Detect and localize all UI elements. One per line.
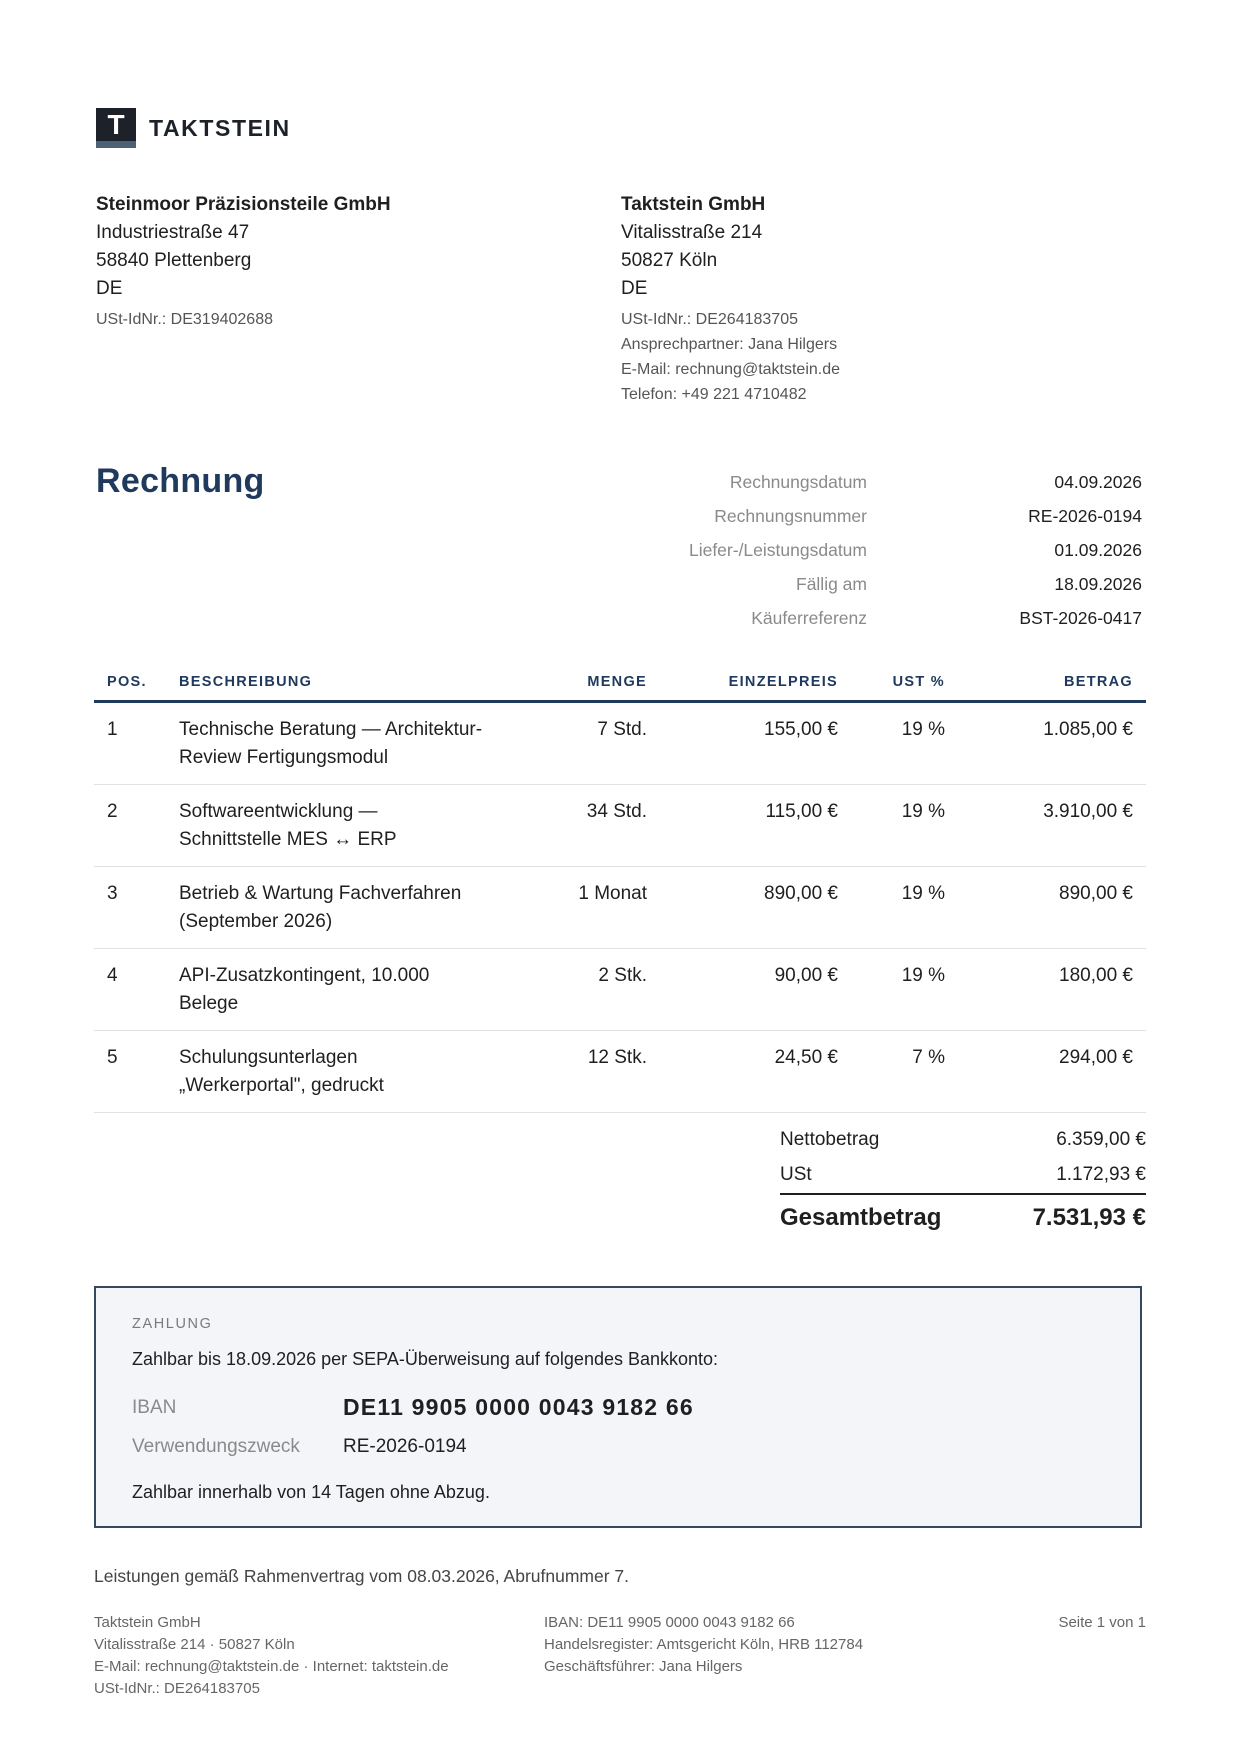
meta-value: 18.09.2026 [1054, 573, 1142, 594]
meta-label: Rechnungsdatum [729, 471, 867, 492]
footer-line: Handelsregister: Amtsgericht Köln, HRB 112784 [544, 1636, 864, 1653]
cell-description [179, 949, 509, 1031]
sender-email: E-Mail: rechnung@taktstein.de [621, 361, 841, 378]
cell-quantity: 12 Stk. [509, 1031, 647, 1113]
description-line: Softwareentwicklung — [179, 801, 378, 822]
cell-unit-price: 155,00 € [647, 702, 838, 785]
cell-vat: 19 % [838, 949, 945, 1031]
table-row [94, 702, 1146, 785]
vat-total-value: 1.172,93 € [1056, 1163, 1146, 1185]
meta-row [640, 465, 1142, 499]
sender-phone: Telefon: +49 221 4710482 [621, 386, 807, 403]
footer-line: IBAN: DE11 9905 0000 0043 9182 66 [544, 1614, 795, 1631]
meta-label: Fällig am [796, 573, 867, 594]
cell-pos: 2 [94, 785, 179, 867]
table-row [94, 1031, 1146, 1113]
cell-pos: 5 [94, 1031, 179, 1113]
description-line: Betrieb & Wartung Fachverfahren [179, 883, 462, 904]
iban-value: DE11 9905 0000 0043 9182 66 [343, 1394, 694, 1420]
recipient-city: 58840 Plettenberg [96, 250, 252, 271]
contract-note: Leistungen gemäß Rahmenvertrag vom 08.03.2026, Abrufnummer 7. [94, 1566, 630, 1586]
cell-quantity: 1 Monat [509, 867, 647, 949]
recipient-country: DE [96, 278, 123, 299]
table-row [94, 867, 1146, 949]
footer-line: Geschäftsführer: Jana Hilgers [544, 1658, 743, 1675]
description-line: (September 2026) [179, 911, 333, 932]
net-total-value: 6.359,00 € [1056, 1128, 1146, 1150]
cell-pos: 1 [94, 702, 179, 785]
vat-total-row [780, 1157, 1146, 1192]
line-items-table [94, 668, 1146, 1113]
cell-amount: 1.085,00 € [945, 702, 1146, 785]
meta-row [640, 567, 1142, 601]
footer-company [94, 1612, 449, 1700]
col-header-quantity: MENGE [509, 668, 647, 702]
description-line: „Werkerportal", gedruckt [179, 1075, 384, 1096]
meta-label: Liefer-/Leistungsdatum [688, 539, 867, 560]
invoice-meta [640, 465, 1142, 635]
col-header-description: BESCHREIBUNG [179, 668, 509, 702]
sender-street: Vitalisstraße 214 [621, 222, 763, 243]
document-title: Rechnung [96, 462, 265, 500]
meta-value: 01.09.2026 [1054, 539, 1142, 560]
sender-address [621, 191, 840, 407]
cell-vat: 19 % [838, 702, 945, 785]
payment-intro: Zahlbar bis 18.09.2026 per SEPA-Überweisung auf folgendes Bankkonto: [132, 1349, 719, 1369]
logo-wordmark: TAKTSTEIN [149, 114, 291, 141]
meta-label: Käuferreferenz [751, 607, 867, 628]
payment-reference-value: RE-2026-0194 [343, 1436, 467, 1457]
col-header-unit-price: EINZELPREIS [647, 668, 838, 702]
cell-unit-price: 90,00 € [647, 949, 838, 1031]
meta-value: 04.09.2026 [1054, 471, 1142, 492]
totals-block [780, 1122, 1146, 1241]
cell-quantity: 34 Std. [509, 785, 647, 867]
cell-amount: 890,00 € [945, 867, 1146, 949]
recipient-street: Industriestraße 47 [96, 222, 250, 243]
sender-city: 50827 Köln [621, 250, 718, 271]
footer-line: USt-IdNr.: DE264183705 [94, 1680, 260, 1697]
cell-amount: 180,00 € [945, 949, 1146, 1031]
payment-box [94, 1286, 1142, 1528]
footer-line: Vitalisstraße 214 · 50827 Köln [94, 1636, 295, 1653]
sender-country: DE [621, 278, 648, 299]
cell-vat: 19 % [838, 867, 945, 949]
cell-vat: 19 % [838, 785, 945, 867]
recipient-name: Steinmoor Präzisionsteile GmbH [96, 194, 391, 215]
description-line: Technische Beratung — Architektur- [179, 719, 483, 740]
company-logo [96, 108, 291, 148]
grand-total-row [780, 1195, 1146, 1241]
description-line: API-Zusatzkontingent, 10.000 [179, 965, 430, 986]
cell-description [179, 785, 509, 867]
payment-terms: Zahlbar innerhalb von 14 Tagen ohne Abzug. [132, 1482, 490, 1502]
grand-total-value: 7.531,93 € [1032, 1204, 1146, 1231]
col-header-pos: POS. [94, 668, 179, 702]
cell-quantity: 2 Stk. [509, 949, 647, 1031]
description-line: Schnittstelle MES ↔ ERP [179, 829, 397, 850]
footer-bank [544, 1612, 863, 1678]
cell-unit-price: 115,00 € [647, 785, 838, 867]
table-row [94, 949, 1146, 1031]
sender-vat-id: USt-IdNr.: DE264183705 [621, 311, 798, 328]
page-number: Seite 1 von 1 [1058, 1614, 1146, 1631]
cell-description [179, 702, 509, 785]
meta-value: RE-2026-0194 [1028, 505, 1142, 526]
meta-row [640, 533, 1142, 567]
description-line: Belege [179, 993, 239, 1014]
cell-unit-price: 24,50 € [647, 1031, 838, 1113]
payment-reference-label: Verwendungszweck [132, 1436, 300, 1457]
cell-amount: 294,00 € [945, 1031, 1146, 1113]
col-header-vat: UST % [838, 668, 945, 702]
meta-row [640, 499, 1142, 533]
iban-label: IBAN [132, 1397, 177, 1418]
cell-pos: 4 [94, 949, 179, 1031]
meta-row [640, 601, 1142, 635]
footer-line: Taktstein GmbH [94, 1614, 201, 1631]
cell-description [179, 1031, 509, 1113]
cell-description [179, 867, 509, 949]
table-row [94, 785, 1146, 867]
cell-vat: 7 % [838, 1031, 945, 1113]
table-header-row [94, 668, 1146, 702]
description-line: Schulungsunterlagen [179, 1047, 358, 1068]
grand-total-label: Gesamtbetrag [780, 1204, 942, 1231]
cell-pos: 3 [94, 867, 179, 949]
net-total-row [780, 1122, 1146, 1157]
sender-contact: Ansprechpartner: Jana Hilgers [621, 336, 838, 353]
vat-total-label: USt [780, 1163, 812, 1185]
cell-amount: 3.910,00 € [945, 785, 1146, 867]
logo-letter: T [107, 109, 125, 140]
sender-name: Taktstein GmbH [621, 194, 766, 215]
recipient-address [96, 191, 391, 332]
payment-heading: ZAHLUNG [132, 1316, 213, 1332]
recipient-vat-id: USt-IdNr.: DE319402688 [96, 311, 273, 328]
col-header-amount: BETRAG [945, 668, 1146, 702]
footer-line: E-Mail: rechnung@taktstein.de · Internet: taktstein.de [94, 1658, 449, 1675]
net-total-label: Nettobetrag [780, 1128, 880, 1150]
cell-unit-price: 890,00 € [647, 867, 838, 949]
cell-quantity: 7 Std. [509, 702, 647, 785]
logo-mark-icon [96, 108, 136, 148]
description-line: Review Fertigungsmodul [179, 747, 389, 768]
meta-label: Rechnungsnummer [714, 505, 867, 526]
meta-value: BST-2026-0417 [1019, 607, 1142, 628]
